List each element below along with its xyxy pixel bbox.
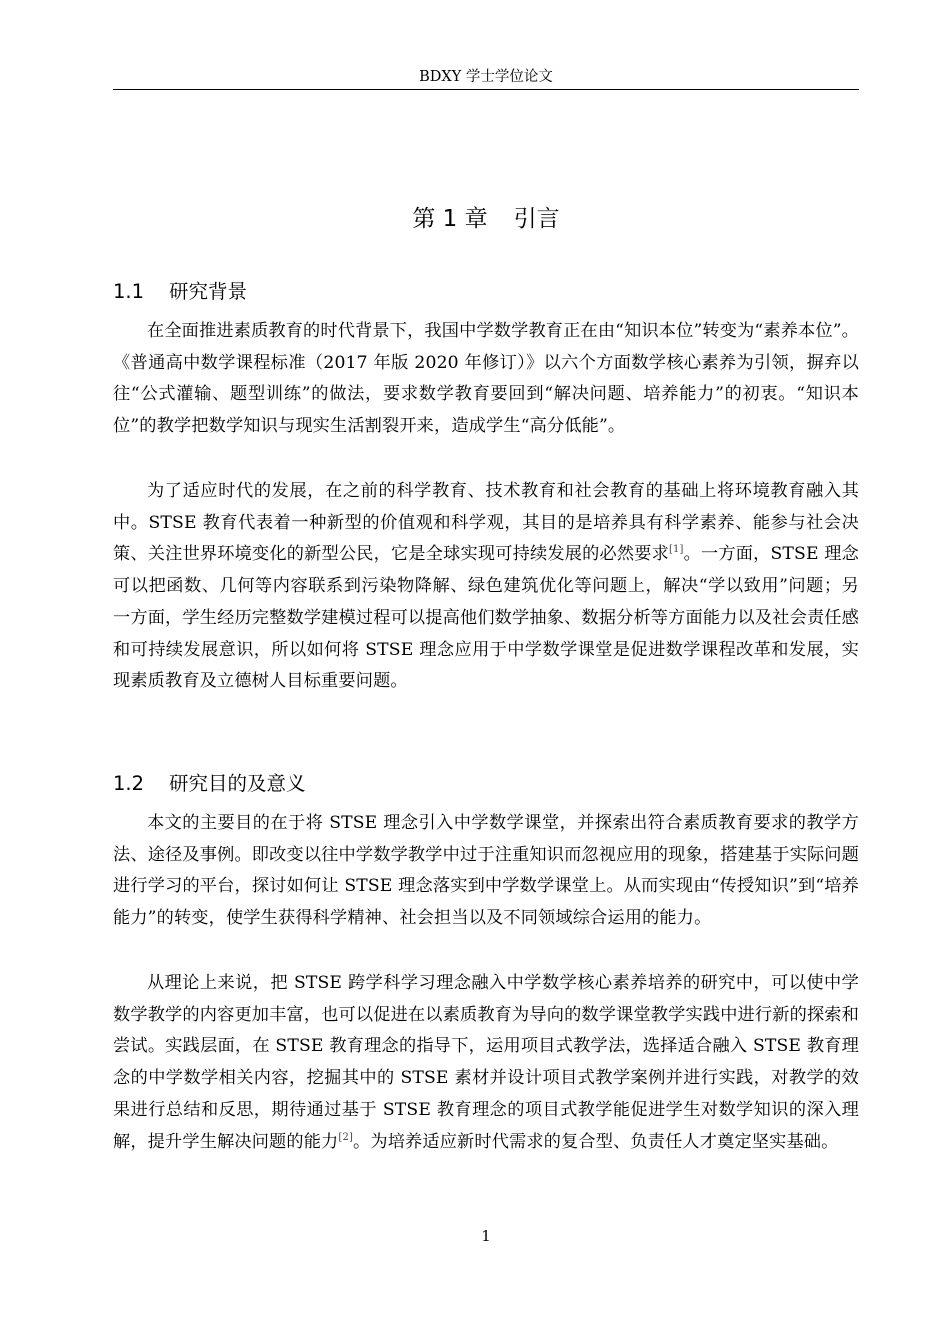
section-heading bbox=[113, 769, 859, 799]
paragraph bbox=[113, 316, 859, 443]
section-heading bbox=[113, 277, 859, 307]
header-rule bbox=[113, 89, 859, 90]
paragraph bbox=[113, 476, 859, 698]
chapter-title: 引言 bbox=[513, 206, 560, 232]
section-number: 1.1 bbox=[113, 280, 145, 303]
section-title: 研究背景 bbox=[169, 280, 248, 303]
running-header: BDXY 学士学位论文 bbox=[419, 69, 553, 85]
citation-marker[interactable]: [1] bbox=[668, 544, 684, 556]
page-number: 1 bbox=[481, 1227, 491, 1245]
paragraph-text: 。一方面，STSE 理念可以把函数、几何等内容联系到污染物降解、绿色建筑优化等问题上，解决“学以致用”问题；另一方面，学生经历完整数学建模过程可以提高他们数学抽象、数据分析等方面能力以及社会责任感和可持续发展意识，所以如何将 STSE 理念应用于中学数学课堂是促进数学课程改革和发展，实现素质教育及立德树人目标重要问题。 bbox=[113, 544, 859, 692]
citation-marker[interactable]: [2] bbox=[338, 1131, 354, 1143]
paragraph bbox=[113, 968, 859, 1158]
chapter-number: 第 1 章 bbox=[412, 206, 488, 232]
paragraph bbox=[113, 808, 859, 935]
section-title: 研究目的及意义 bbox=[169, 772, 306, 795]
paragraph-text: 在全面推进素质教育的时代背景下，我国中学数学教育正在由“知识本位”转变为“素养本位”。《普通高中数学课程标准（2017 年版 2020 年修订）》以六个方面数学核心素养为引领，摒弃以往“公式灌输、题型训练”的做法，要求数学教育要回到“解决问题、培养能力”的初衷。“知识本位”的教学把数学知识与现实生活割裂开来，造成学生“高分低能”。 bbox=[113, 321, 859, 437]
paragraph-text: 本文的主要目的在于将 STSE 理念引入中学数学课堂，并探索出符合素质教育要求的教学方法、途径及事例。即改变以往中学数学教学中过于注重知识而忽视应用的现象，搭建基于实际问题进行学习的平台，探讨如何让 STSE 理念落实到中学数学课堂上。从而实现由“传授知识”到“培养能力”的转变，使学生获得科学精神、社会担当以及不同领域综合运用的能力。 bbox=[113, 813, 859, 929]
paragraph-text: 为了适应时代的发展，在之前的科学教育、技术教育和社会教育的基础上将环境教育融入其中。STSE 教育代表着一种新型的价值观和科学观，其目的是培养具有科学素养、能参与社会决策、关注世界环境变化的新型公民，它是全球实现可持续发展的必然要求 bbox=[113, 481, 859, 565]
paragraph-text: 。为培养适应新时代需求的复合型、负责任人才奠定坚实基础。 bbox=[353, 1131, 839, 1152]
chapter-heading bbox=[113, 201, 859, 237]
section-number: 1.2 bbox=[113, 772, 145, 795]
paragraph-text: 从理论上来说，把 STSE 跨学科学习理念融入中学数学核心素养培养的研究中，可以使中学数学教学的内容更加丰富，也可以促进在以素质教育为导向的数学课堂教学实践中进行新的探索和尝试。实践层面，在 STSE 教育理念的指导下，运用项目式教学法，选择适合融入 STSE 教育理念的中学数学相关内容，挖掘其中的 STSE 素材并设计项目式教学案例并进行实践，对教学的效果进行总结和反思，期待通过基于 STSE 教育理念的项目式教学能促进学生对数学知识的深入理解，提升学生解决问题的能力 bbox=[113, 973, 859, 1152]
